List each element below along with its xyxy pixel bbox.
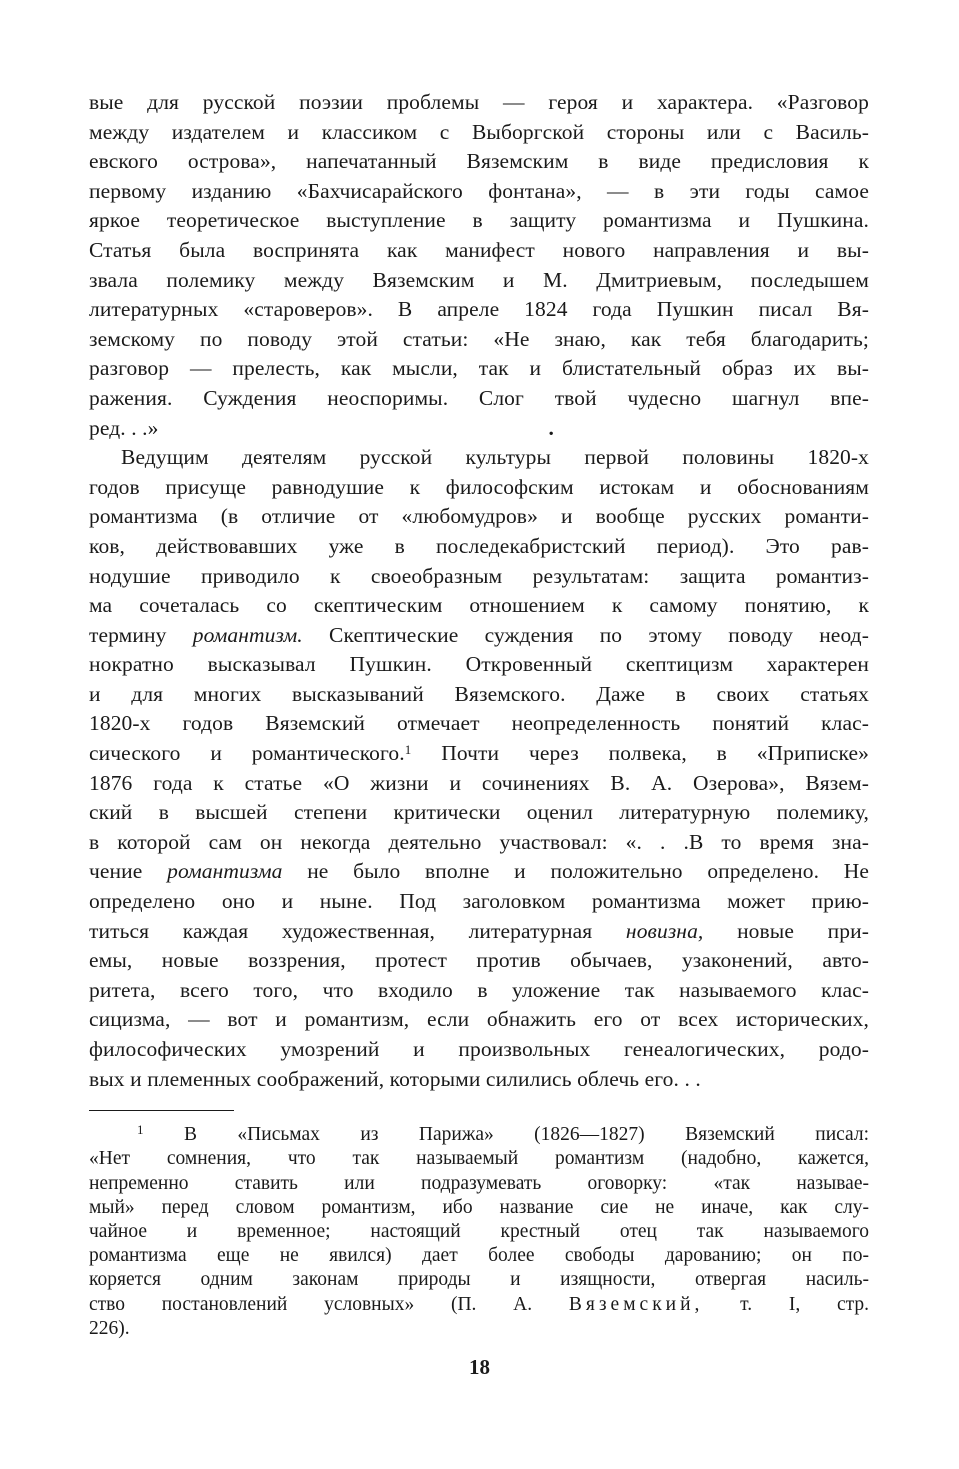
page-body [89,88,869,1341]
text-fragment: новые при- [737,918,869,943]
footnote-line [89,1293,869,1317]
text-fragment: не было вполне и положительно определено. Не [307,859,869,884]
paragraph-1 [89,88,869,443]
text-line: нократно высказывал Пушкин. Откровенный скептицизм характерен [89,652,869,677]
text-fragment: ред. . .» [89,415,159,440]
text-fragment: термину [89,622,167,647]
text-line: ма сочеталась со скептическим отношением к самому понятию, к [89,593,869,618]
text-line: 1876 года к статье «О жизни и сочинениях В. А. Озерова», Вязем- [89,770,869,795]
footnote-line: «Нет сомнения, что так называемый романтизм (надобно, кажется, [89,1148,869,1170]
text-line: ков, действовавших уже в последекабристский период). Это рав- [89,533,869,558]
footnote-reference: 1 [404,742,412,758]
text-line [89,917,869,947]
text-line-first: Ведущим деятелям русской культуры первой половины 1820-х [121,445,869,470]
paragraph-2 [89,443,869,1094]
text-line: определено оно и ныне. Под заголовком романтизма может прию- [89,889,869,914]
text-fragment: Почти через полвека, в «Приписке» [441,741,869,766]
footnote-line-last: 226). [89,1317,130,1339]
text-line-last: вых и племенных соображений, которыми силились облечь его. . . [89,1066,701,1091]
text-line: яркое теоретическое выступление в защиту романтизма и Пушкина. [89,208,869,233]
text-line: Статья была воспринята как манифест нового направления и вы- [89,237,869,262]
text-fragment: В «Письмах из Парижа» (1826—1827) Вяземский писал: [183,1124,870,1146]
text-line: первому изданию «Бахчисарайского фонтана», — в эти годы самое [89,178,869,203]
footnote-line: чайное и временное; настоящий крестный отец так называемого [89,1221,869,1242]
text-line: ский в высшей степени критически оценил литературную полемику, [89,800,869,825]
text-line [89,621,869,651]
footnote-line-first [89,1123,869,1147]
footnote-line: романтизма еще не явился) дает более свободы дарованию; он по- [89,1245,869,1267]
text-line: в которой сам он некогда деятельно участвовал: «. . .В то время зна- [89,829,869,854]
text-line: и для многих высказываний Вяземского. Даже в своих статьях [89,681,869,706]
text-line: нодушие приводило к своеобразным результатам: защита романтиз- [89,563,869,588]
text-line-last [89,414,869,444]
text-fragment: т. I, стр. [740,1293,870,1315]
stray-dot: . [548,415,554,440]
text-line: сицизма, — вот и романтизм, если обнажить его от всех исторических, [89,1007,869,1032]
text-line: романтизма (в отличие от «любомудров» и вообще русских романти- [89,504,869,529]
text-line: звала полемику между Вяземским и М. Дмитриевым, последышем [89,267,869,292]
text-fragment: чение [89,859,143,884]
footnote [89,1123,869,1341]
footnote-divider [89,1110,234,1111]
text-line: годов присуще равнодушие к философским истокам и обоснованиям [89,474,869,499]
footnote-line: непременно ставить или подразумевать оговорку: «так называе- [89,1172,869,1194]
text-line [89,857,869,887]
text-fragment: Скептические суждения по этому поводу неод- [329,622,869,647]
text-fragment: ство постановлений условных» (П. А. [89,1293,533,1315]
text-line: ритета, всего того, что входило в уложение так называемого клас- [89,977,869,1002]
text-line: литературных «староверов». В апреле 1824 года Пушкин писал Вя- [89,297,869,322]
text-fragment: титься каждая художественная, литературная [89,918,593,943]
text-line [89,739,869,769]
footnote-line: коряется одним законам природы и изящности, отвергая насиль- [89,1269,869,1291]
text-line: разговор — прелесть, как мысли, так и блистательный образ их вы- [89,356,869,381]
text-line: 1820-х годов Вяземский отмечает неопределенность понятий клас- [89,711,869,736]
text-line: философических умозрений и произвольных генеалогических, родо- [89,1037,869,1061]
italic-term: новизна, [625,918,704,943]
text-line: вые для русской поэзии проблемы — героя и характера. «Разговор [89,90,869,114]
citation-author: Вяземский, [568,1293,704,1315]
text-line: между издателем и классиком с Выборгской стороны или с Василь- [89,119,869,144]
text-line: ражения. Суждения неоспоримы. Слог твой чудесно шагнул впе- [89,385,869,410]
italic-term: романтизм. [192,622,303,647]
italic-term: романтизма [167,859,283,884]
page-number: 18 [469,1355,490,1379]
footnote-mark: 1 [137,1122,144,1138]
text-line: земскому по поводу этой статьи: «Не знаю, как тебя благодарить; [89,326,869,351]
footnote-line: мый» перед словом романтизм, ибо название сие не иначе, как слу- [89,1196,869,1218]
text-line: емы, новые воззрения, протест против обычаев, узаконений, авто- [89,948,869,973]
text-fragment: сического и романтического. [89,741,405,766]
text-line: евского острова», напечатанный Вяземским в виде предисловия к [89,149,869,174]
